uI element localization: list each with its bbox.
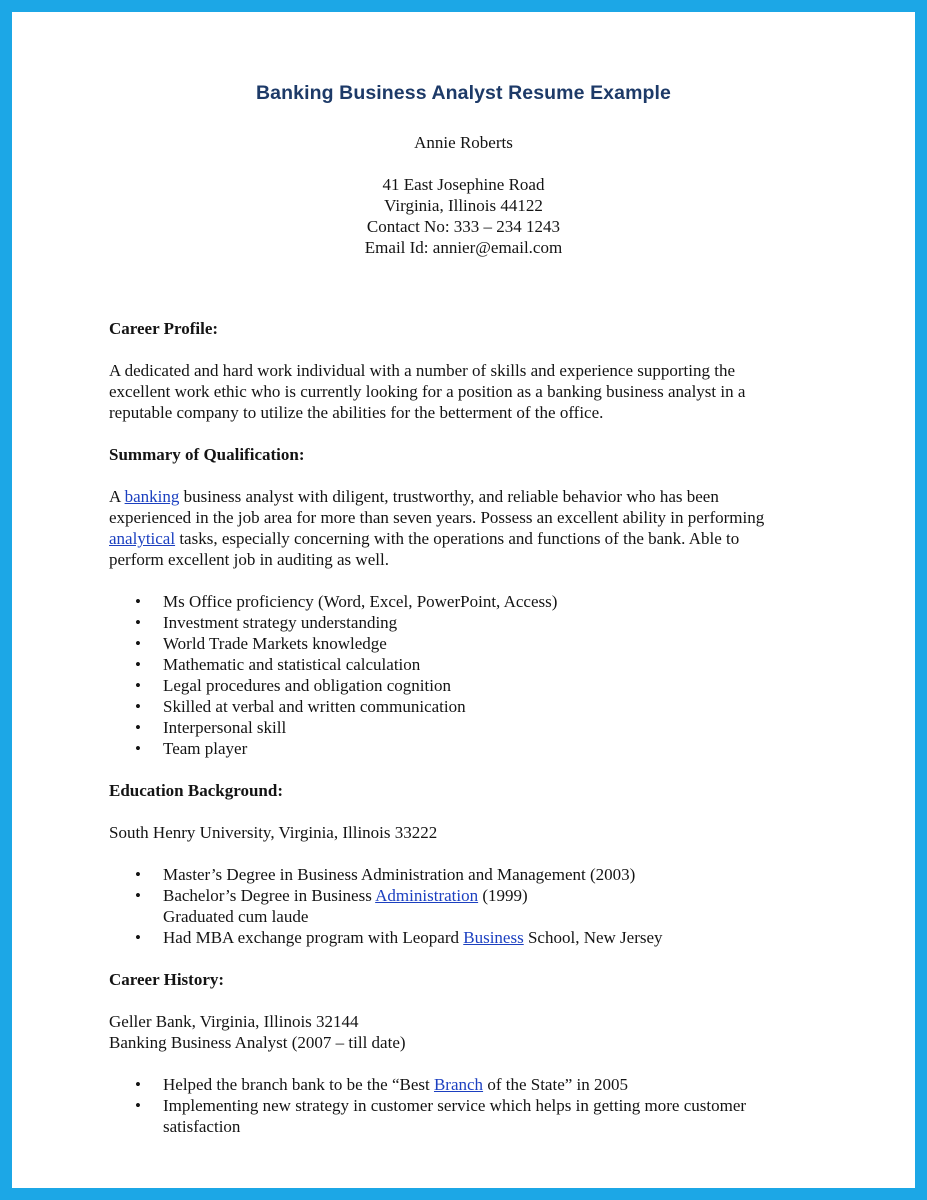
list-item: • Ms Office proficiency (Word, Excel, PowerPoint, Access) xyxy=(135,592,558,611)
address-line-2: Virginia, Illinois 44122 xyxy=(384,196,543,215)
bullet-icon: • xyxy=(135,613,141,632)
list-item: • Team player xyxy=(135,739,248,758)
list-item: • Investment strategy understanding xyxy=(135,613,398,632)
bullet-icon: • xyxy=(135,886,141,905)
job-role: Banking Business Analyst (2007 – till date) xyxy=(109,1033,406,1052)
bullet-icon: • xyxy=(135,739,141,758)
bullet-icon: • xyxy=(135,634,141,653)
employer-name: Geller Bank, Virginia, Illinois 32144 xyxy=(109,1012,359,1031)
bullet-icon: • xyxy=(135,1096,141,1115)
business-link[interactable]: Business xyxy=(463,928,524,947)
summary-line: A banking business analyst with diligent, trustworthy, and reliable behavior who has been xyxy=(109,487,719,506)
list-item: • Mathematic and statistical calculation xyxy=(135,655,421,674)
bullet-icon: • xyxy=(135,592,141,611)
list-item: • Implementing new strategy in customer service which helps in getting more customer satisfaction xyxy=(135,1096,747,1136)
list-item: • Helped the branch bank to be the “Best Branch of the State” in 2005 xyxy=(135,1075,629,1094)
summary-line: perform excellent job in auditing as well. xyxy=(109,550,389,569)
list-item: • World Trade Markets knowledge xyxy=(135,634,387,653)
bullet-icon: • xyxy=(135,928,141,947)
summary-line: experienced in the job area for more than seven years. Possess an excellent ability in performing xyxy=(109,508,765,527)
bullet-icon: • xyxy=(135,718,141,737)
email-address: Email Id: annier@email.com xyxy=(364,238,563,257)
list-item: • Bachelor’s Degree in Business Administration (1999) Graduated cum laude xyxy=(109,885,829,927)
career-history-heading: Career History: xyxy=(109,970,225,989)
list-item: • Skilled at verbal and written communication xyxy=(135,697,466,716)
administration-link[interactable]: Administration xyxy=(375,886,479,905)
candidate-name: Annie Roberts xyxy=(414,133,513,152)
resume-body xyxy=(109,318,829,1137)
contact-number: Contact No: 333 – 234 1243 xyxy=(366,217,561,236)
banking-link[interactable]: banking xyxy=(124,487,180,506)
list-item: • Master’s Degree in Business Administration and Management (2003) xyxy=(135,865,636,884)
bullet-icon: • xyxy=(135,655,141,674)
honors-note: Graduated cum laude xyxy=(163,907,309,926)
qualification-list xyxy=(109,591,829,759)
list-item: • Had MBA exchange program with Leopard Business School, New Jersey xyxy=(135,928,663,947)
school-name: South Henry University, Virginia, Illinois 33222 xyxy=(109,823,438,842)
career-profile-line: A dedicated and hard work individual with a number of skills and experience supporting the xyxy=(109,361,736,380)
branch-link[interactable]: Branch xyxy=(433,1075,484,1094)
summary-heading: Summary of Qualification: xyxy=(109,445,305,464)
address-line-1: 41 East Josephine Road xyxy=(382,175,545,194)
summary-line: analytical tasks, especially concerning with the operations and functions of the bank. Able to xyxy=(109,529,740,548)
list-item: • Legal procedures and obligation cognition xyxy=(135,676,451,695)
bullet-icon: • xyxy=(135,865,141,884)
education-list xyxy=(109,864,829,948)
list-item: • Interpersonal skill xyxy=(135,718,287,737)
career-profile-heading: Career Profile: xyxy=(109,319,219,338)
education-heading: Education Background: xyxy=(109,781,283,800)
bullet-icon: • xyxy=(135,1075,141,1094)
page-title: Banking Business Analyst Resume Example xyxy=(256,82,671,104)
bullet-icon: • xyxy=(135,676,141,695)
career-profile-line: reputable company to utilize the abilities for the betterment of the office. xyxy=(109,403,604,422)
analytical-link[interactable]: analytical xyxy=(109,529,176,548)
career-profile-line: excellent work ethic who is currently looking for a position as a banking business analyst in a xyxy=(109,382,746,401)
bullet-icon: • xyxy=(135,697,141,716)
career-list xyxy=(109,1074,829,1137)
